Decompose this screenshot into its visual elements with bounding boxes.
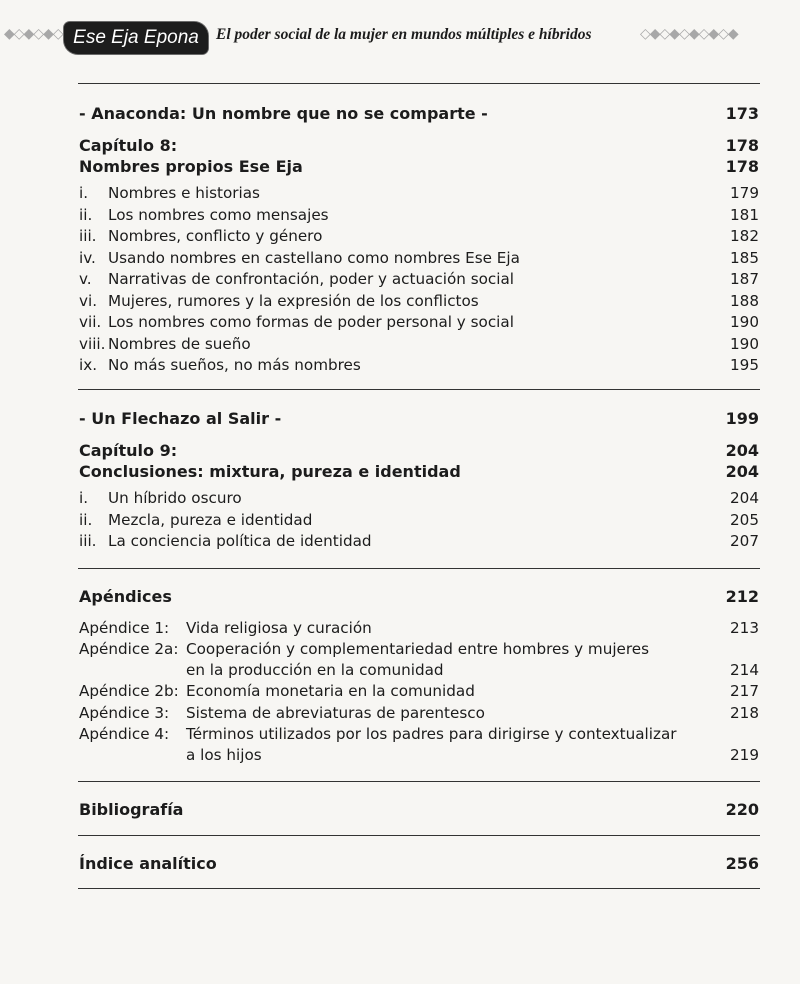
toc-subentry[interactable] <box>79 184 759 208</box>
divider <box>78 389 760 390</box>
toc-subentry[interactable] <box>79 489 759 513</box>
toc-entry-anaconda[interactable]: - Anaconda: Un nombre que no se comparte - 173 <box>79 104 759 123</box>
toc-appendix-entry[interactable] <box>79 682 759 706</box>
appendix-label: Apéndice 1: <box>79 619 170 637</box>
item-number: i. <box>79 184 89 202</box>
toc-subentry[interactable] <box>79 249 759 273</box>
toc-subentry[interactable] <box>79 227 759 251</box>
page-number: 195 <box>730 356 759 374</box>
toc-appendix-entry[interactable] <box>79 725 759 769</box>
page-number: 179 <box>730 184 759 202</box>
page-number: 187 <box>730 270 759 288</box>
divider <box>78 888 760 889</box>
divider <box>78 83 760 84</box>
item-title: La conciencia política de identidad <box>108 532 372 550</box>
page-number: 185 <box>730 248 759 267</box>
ornament-right-icon: ◇◆◇◆◇◆◇◆◇◆ <box>640 26 738 42</box>
page-number: 188 <box>730 291 759 310</box>
item-title: Nombres de sueño <box>108 334 251 353</box>
page-number: 212 <box>725 587 759 606</box>
item-title: Nombres, conflicto y género <box>108 227 323 245</box>
page-number: 213 <box>730 619 759 637</box>
page-number: 205 <box>730 510 759 529</box>
item-number: viii. <box>79 334 106 353</box>
book-logo <box>64 22 208 54</box>
item-title: Narrativas de confrontación, poder y actuación social <box>108 270 515 288</box>
item-number: vi. <box>79 291 98 310</box>
item-number: vii. <box>79 313 102 331</box>
book-subtitle: El poder social de la mujer en mundos múltiples e híbridos <box>216 26 592 43</box>
appendix-title-continued: a los hijos <box>186 746 262 764</box>
toc-subentry[interactable] <box>79 270 759 294</box>
item-number: ii. <box>79 205 93 224</box>
item-title: Un híbrido oscuro <box>108 489 242 507</box>
divider <box>78 835 760 836</box>
toc-entry-bibliografia[interactable]: Bibliografía 220 <box>79 800 759 819</box>
ornament-left-icon: ◆◇◆◇◆◇ <box>4 26 63 42</box>
toc-subentry[interactable] <box>79 206 759 230</box>
appendix-title: Términos utilizados por los padres para dirigirse y contextualizar <box>186 725 677 743</box>
item-title: Nombres e historias <box>108 184 260 202</box>
page-number: 204 <box>730 489 759 507</box>
appendix-title: Sistema de abreviaturas de parentesco <box>186 704 485 722</box>
toc-subentry[interactable] <box>79 335 759 359</box>
toc-entry-chapter-8-title[interactable]: Nombres propios Ese Eja 178 <box>79 157 759 176</box>
toc-subentry[interactable] <box>79 313 759 337</box>
item-number: ix. <box>79 356 98 374</box>
toc-entry-indice-analitico[interactable]: Índice analítico 256 <box>79 854 759 873</box>
item-title: No más sueños, no más nombres <box>108 356 361 374</box>
item-title: Los nombres como mensajes <box>108 205 329 224</box>
appendix-label: Apéndice 2b: <box>79 682 179 700</box>
appendix-label: Apéndice 4: <box>79 725 170 743</box>
toc-entry-flechazo[interactable]: - Un Flechazo al Salir - 199 <box>79 409 759 428</box>
appendix-title: Cooperación y complementariedad entre hombres y mujeres <box>186 640 650 658</box>
page-number: 217 <box>730 682 759 700</box>
item-title: Los nombres como formas de poder personal y social <box>108 313 514 331</box>
item-number: v. <box>79 270 92 288</box>
appendix-label: Apéndice 2a: <box>79 640 179 658</box>
item-number: iii. <box>79 532 97 550</box>
page-number: 181 <box>730 205 759 224</box>
appendix-title-continued: en la producción en la comunidad <box>186 661 444 679</box>
toc-subentry[interactable] <box>79 292 759 316</box>
toc-entry-chapter-9-label[interactable]: Capítulo 9: 204 <box>79 441 759 460</box>
page-number: 220 <box>725 800 759 819</box>
item-number: ii. <box>79 510 93 529</box>
toc-entry-chapter-9-title[interactable]: Conclusiones: mixtura, pureza e identidad 204 <box>79 462 759 481</box>
page-number: 204 <box>725 441 759 460</box>
page-number: 178 <box>725 136 759 155</box>
appendix-label: Apéndice 3: <box>79 704 170 722</box>
item-title: Usando nombres en castellano como nombres Ese Eja <box>108 248 520 267</box>
page-number: 207 <box>730 532 759 550</box>
page-number: 182 <box>730 227 759 245</box>
divider <box>78 568 760 569</box>
divider <box>78 781 760 782</box>
item-number: iv. <box>79 248 96 267</box>
page-number: 218 <box>730 704 759 722</box>
page-number: 190 <box>730 334 759 353</box>
page-number: 204 <box>725 462 759 481</box>
toc-subentry[interactable] <box>79 511 759 535</box>
item-title: Mezcla, pureza e identidad <box>108 510 313 529</box>
page-header <box>0 20 800 58</box>
page-number: 256 <box>725 854 759 873</box>
page-number: 190 <box>730 313 759 331</box>
toc-subentry[interactable] <box>79 356 759 380</box>
page-number: 219 <box>730 746 759 764</box>
item-number: i. <box>79 489 89 507</box>
page-number: 178 <box>725 157 759 176</box>
toc-subentry[interactable] <box>79 532 759 556</box>
toc-entry-apendices[interactable]: Apéndices 212 <box>79 587 759 606</box>
page-number: 199 <box>725 409 759 428</box>
item-title: Mujeres, rumores y la expresión de los conflictos <box>108 291 479 310</box>
appendix-title: Vida religiosa y curación <box>186 619 372 637</box>
appendix-title: Economía monetaria en la comunidad <box>186 682 475 700</box>
page-number: 173 <box>725 104 759 123</box>
toc-appendix-entry[interactable] <box>79 640 759 684</box>
logo-text: Ese Eja Epona <box>73 27 199 48</box>
item-number: iii. <box>79 227 97 245</box>
page-number: 214 <box>730 661 759 679</box>
toc-entry-chapter-8-label[interactable]: Capítulo 8: 178 <box>79 136 759 155</box>
